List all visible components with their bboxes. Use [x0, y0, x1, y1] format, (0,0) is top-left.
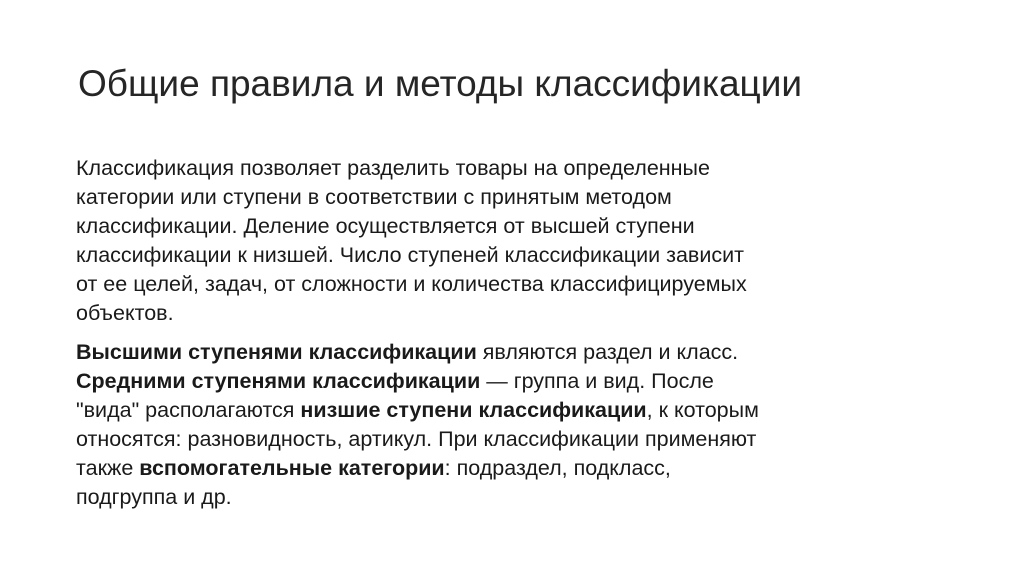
slide-body [76, 154, 956, 512]
text-line: объектов. [76, 301, 174, 325]
bold-term-highest-levels: Высшими ступенями классификации [76, 340, 477, 364]
text-fragment: являются раздел и класс. [476, 340, 739, 364]
paragraph-classification-intro [76, 154, 956, 328]
text-fragment: также [76, 456, 140, 480]
text-line [76, 367, 956, 396]
paragraph-classification-levels [76, 338, 956, 512]
text-line [76, 396, 956, 425]
text-fragment: — группа и вид. После [480, 369, 714, 393]
text-line: подгруппа и др. [76, 485, 232, 509]
bold-term-middle-levels: Средними ступенями классификации [76, 369, 481, 393]
text-line: классификации. Деление осуществляется от высшей ступени [76, 214, 695, 238]
text-fragment: : подраздел, подкласс, [444, 456, 671, 480]
slide-title: Общие правила и методы классификации [78, 63, 803, 104]
text-fragment: , к которым [646, 398, 759, 422]
text-line: Классификация позволяет разделить товары на определенные [76, 156, 710, 180]
text-line [76, 454, 956, 483]
bold-term-auxiliary-categories: вспомогательные категории [139, 456, 445, 480]
text-line: относятся: разновидность, артикул. При классификации применяют [76, 427, 757, 451]
text-fragment: "вида" располагаются [76, 398, 301, 422]
text-line: от ее целей, задач, от сложности и количества классифицируемых [76, 272, 747, 296]
text-line: классификации к низшей. Число ступеней классификации зависит [76, 243, 744, 267]
bold-term-lowest-levels: низшие ступени классификации [300, 398, 647, 422]
text-line [76, 338, 956, 367]
text-line: категории или ступени в соответствии с принятым методом [76, 185, 672, 209]
